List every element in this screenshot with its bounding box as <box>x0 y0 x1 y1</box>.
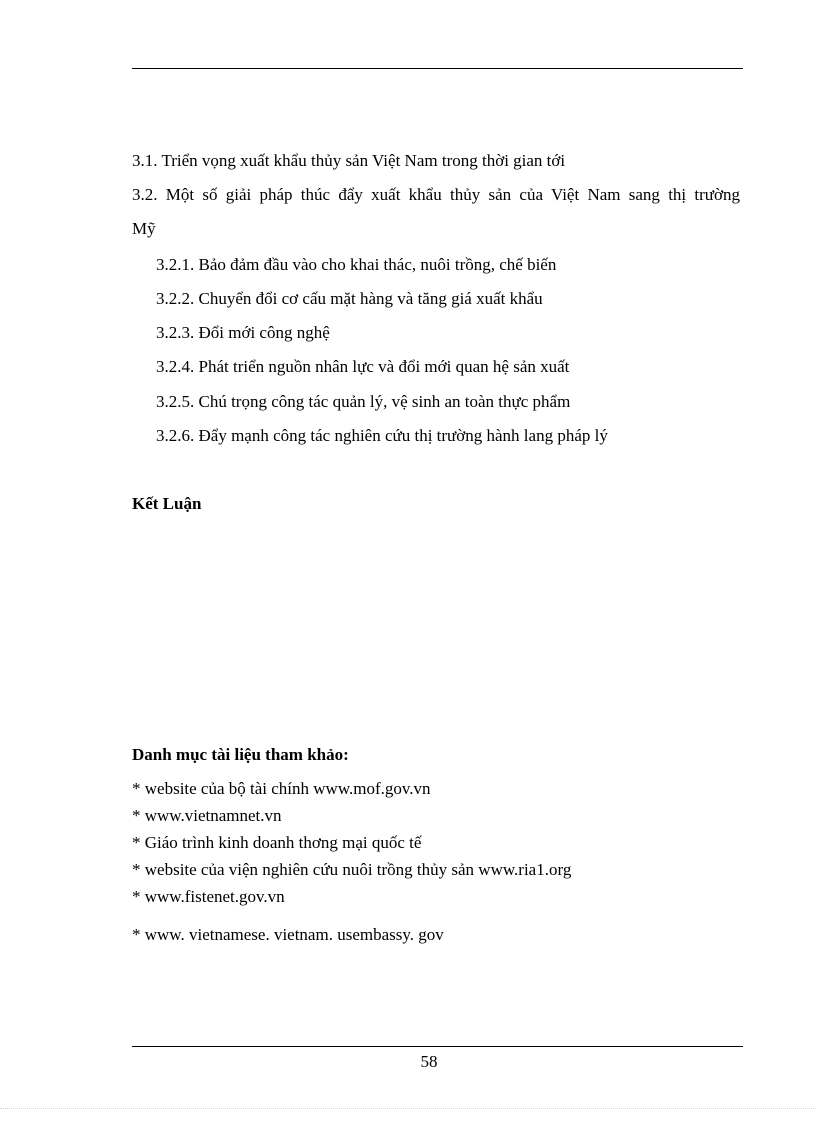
reference-item: * website của viện nghiên cứu nuôi trồng thủy sản www.ria1.org <box>132 860 572 879</box>
page-edge-divider <box>0 1108 816 1109</box>
toc-subitem-3-2-1: 3.2.1. Bảo đảm đầu vào cho khai thác, nuôi trồng, chế biến <box>156 255 557 274</box>
toc-subitem-3-2-6: 3.2.6. Đẩy mạnh công tác nghiên cứu thị trường hành lang pháp lý <box>156 426 608 445</box>
toc-subitem-3-2-2: 3.2.2. Chuyển đổi cơ cấu mặt hàng và tăng giá xuất khẩu <box>156 289 543 308</box>
toc-item-3-1: 3.1. Triển vọng xuất khẩu thủy sản Việt Nam trong thời gian tới <box>132 151 566 170</box>
toc-item-3-2-text: 3.2. Một số giải pháp thúc đẩy xuất khẩu thủy sản của Việt Nam sang thị trường <box>132 185 740 204</box>
toc-subitem-3-2-5: 3.2.5. Chú trọng công tác quản lý, vệ sinh an toàn thực phẩm <box>156 392 571 411</box>
toc-item-3-2-line1 <box>132 185 740 205</box>
footer-rule <box>132 1046 743 1047</box>
reference-item: * Giáo trình kinh doanh thơng mại quốc tế <box>132 833 422 852</box>
toc-subitem-3-2-4: 3.2.4. Phát triển nguồn nhân lực và đổi mới quan hệ sản xuất <box>156 357 570 376</box>
reference-item: * www. vietnamese. vietnam. usembassy. gov <box>132 925 444 944</box>
references-heading: Danh mục tài liệu tham khảo: <box>132 745 349 764</box>
reference-item: * www.vietnamnet.vn <box>132 806 282 825</box>
reference-item: * www.fistenet.gov.vn <box>132 887 285 906</box>
conclusion-heading: Kết Luận <box>132 494 202 513</box>
page-number: 58 <box>420 1052 438 1071</box>
toc-item-3-2-line2: Mỹ <box>132 219 156 238</box>
header-rule <box>132 68 743 69</box>
toc-subitem-3-2-3: 3.2.3. Đổi mới công nghệ <box>156 323 330 342</box>
reference-item: * website của bộ tài chính www.mof.gov.vn <box>132 779 431 798</box>
